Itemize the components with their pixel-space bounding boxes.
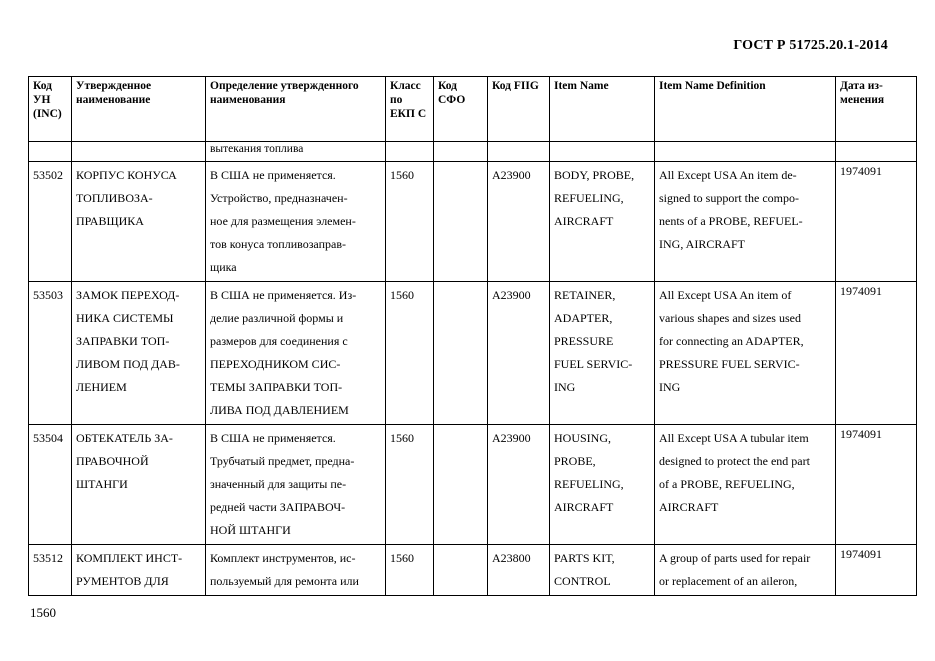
cell-definition bbox=[206, 425, 386, 545]
cell-approved-name bbox=[72, 282, 206, 425]
cell-item-name-line: PARTS KIT, bbox=[554, 551, 615, 565]
cell-fiig: A23900 bbox=[488, 162, 550, 282]
cell-item-name bbox=[550, 162, 655, 282]
cell-fiig: A23900 bbox=[488, 282, 550, 425]
col-header-fiig: Код FIIG bbox=[488, 77, 550, 142]
cell-definition-line: делие различной формы и bbox=[210, 311, 344, 325]
cell-item-definition bbox=[655, 162, 836, 282]
cell-fiig: A23800 bbox=[488, 545, 550, 596]
cell-approved-name-line: РУМЕНТОВ ДЛЯ bbox=[76, 574, 169, 588]
col-header-change-date: Дата из-менения bbox=[836, 77, 917, 142]
cell-definition bbox=[206, 545, 386, 596]
cell-inc-code: 53503 bbox=[29, 282, 72, 425]
cell-item-name bbox=[550, 282, 655, 425]
cell-sfo bbox=[434, 282, 488, 425]
cell-item-name-line: FUEL SERVIC- bbox=[554, 357, 633, 371]
cell-item-definition-line: A group of parts used for repair bbox=[659, 551, 811, 565]
cell-item-definition-line: AIRCRAFT bbox=[659, 500, 719, 514]
table-row bbox=[29, 162, 917, 282]
cell-item-name-line: PRESSURE bbox=[554, 334, 614, 348]
cell-item-definition-line: signed to support the compo- bbox=[659, 191, 799, 205]
cell-item-definition-line: nents of a PROBE, REFUEL- bbox=[659, 214, 803, 228]
cell-item-name-line: ING bbox=[554, 380, 576, 394]
cell-inc-code: 53504 bbox=[29, 425, 72, 545]
cell-item-name-line: HOUSING, bbox=[554, 431, 611, 445]
cell-item-name bbox=[550, 545, 655, 596]
cell-definition-line: НОЙ ШТАНГИ bbox=[210, 523, 291, 537]
cell-sfo bbox=[434, 162, 488, 282]
cell-item-name-line: PROBE, bbox=[554, 454, 596, 468]
table-header-row bbox=[29, 77, 917, 142]
cell-item-definition-line: or replacement of an aileron, bbox=[659, 574, 798, 588]
cell-class: 1560 bbox=[386, 282, 434, 425]
cell-item-name-line: ADAPTER, bbox=[554, 311, 613, 325]
cell-inc-code: 53512 bbox=[29, 545, 72, 596]
cell-item-name-line: RETAINER, bbox=[554, 288, 616, 302]
cell-definition-line: В США не применяется. bbox=[210, 431, 336, 445]
cell-class: 1560 bbox=[386, 162, 434, 282]
cell-sfo bbox=[434, 545, 488, 596]
cell-definition-line: ЛИВА ПОД ДАВЛЕНИЕМ bbox=[210, 403, 349, 417]
cell-approved-name-line: НИКА СИСТЕМЫ bbox=[76, 311, 174, 325]
table-row bbox=[29, 425, 917, 545]
cell-class: 1560 bbox=[386, 425, 434, 545]
cell-approved-name-line: ЗАМОК ПЕРЕХОД- bbox=[76, 288, 180, 302]
cell-definition-line: ПЕРЕХОДНИКОМ СИС- bbox=[210, 357, 341, 371]
cell-item-name-line: AIRCRAFT bbox=[554, 500, 614, 514]
cell-item-definition-line: various shapes and sizes used bbox=[659, 311, 801, 325]
cell-approved-name-line: ЛИВОМ ПОД ДАВ- bbox=[76, 357, 180, 371]
cell-approved-name-line: ПРАВОЧНОЙ bbox=[76, 454, 149, 468]
cell-approved-name bbox=[72, 545, 206, 596]
cell-definition-line: тов конуса топливозаправ- bbox=[210, 237, 347, 251]
cell-definition-line: значенный для защиты пе- bbox=[210, 477, 347, 491]
col-header-approved-name: Утвержденное наименование bbox=[72, 77, 206, 142]
cell-definition bbox=[206, 162, 386, 282]
col-header-class: Класс по ЕКП С bbox=[386, 77, 434, 142]
cell-approved-name-line: ТОПЛИВОЗА- bbox=[76, 191, 153, 205]
cell-definition-line: Трубчатый предмет, предна- bbox=[210, 454, 355, 468]
cell-item-name-line: REFUELING, bbox=[554, 191, 624, 205]
col-header-item-name-definition: Item Name Definition bbox=[655, 77, 836, 142]
cell-sfo bbox=[434, 425, 488, 545]
cell-item-name bbox=[550, 425, 655, 545]
cell-approved-name-line: ПРАВЩИКА bbox=[76, 214, 144, 228]
cell-approved-name-line: КОРПУС КОНУСА bbox=[76, 168, 177, 182]
table-row bbox=[29, 282, 917, 425]
cell-definition-line: В США не применяется. bbox=[210, 168, 336, 182]
cell-definition-line: Комплект инструментов, ис- bbox=[210, 551, 356, 565]
col-header-item-name: Item Name bbox=[550, 77, 655, 142]
cell-item-name-line: REFUELING, bbox=[554, 477, 624, 491]
cell-change-date: 1974091 bbox=[836, 282, 917, 425]
cell-definition-line: ное для размещения элемен- bbox=[210, 214, 356, 228]
cell-approved-name-line: ЛЕНИЕМ bbox=[76, 380, 127, 394]
cell-item-definition bbox=[655, 545, 836, 596]
cell-item-definition-line: All Except USA An item de- bbox=[659, 168, 797, 182]
catalog-table bbox=[28, 76, 917, 596]
cell-definition-line: щика bbox=[210, 260, 237, 274]
cell-definition bbox=[206, 282, 386, 425]
cell-item-definition-line: of a PROBE, REFUELING, bbox=[659, 477, 795, 491]
cell-item-definition-line: for connecting an ADAPTER, bbox=[659, 334, 804, 348]
cell-definition-line: размеров для соединения с bbox=[210, 334, 348, 348]
col-header-definition: Определение утвержденного наименования bbox=[206, 77, 386, 142]
continuation-row bbox=[29, 142, 917, 162]
col-header-sfo: Код СФО bbox=[434, 77, 488, 142]
cell-approved-name-line: КОМПЛЕКТ ИНСТ- bbox=[76, 551, 183, 565]
continuation-text: вытекания топлива bbox=[206, 142, 386, 162]
cell-approved-name bbox=[72, 425, 206, 545]
cell-inc-code: 53502 bbox=[29, 162, 72, 282]
cell-item-name-line: BODY, PROBE, bbox=[554, 168, 635, 182]
cell-item-name-line: CONTROL bbox=[554, 574, 611, 588]
cell-definition-line: В США не применяется. Из- bbox=[210, 288, 357, 302]
cell-item-definition-line: designed to protect the end part bbox=[659, 454, 810, 468]
cell-item-definition-line: PRESSURE FUEL SERVIC- bbox=[659, 357, 800, 371]
cell-change-date: 1974091 bbox=[836, 425, 917, 545]
document-code: ГОСТ Р 51725.20.1-2014 bbox=[733, 38, 888, 53]
page-number: 1560 bbox=[30, 605, 56, 620]
cell-approved-name-line: ОБТЕКАТЕЛЬ ЗА- bbox=[76, 431, 173, 445]
cell-definition-line: пользуемый для ремонта или bbox=[210, 574, 359, 588]
cell-item-name-line: AIRCRAFT bbox=[554, 214, 614, 228]
cell-fiig: A23900 bbox=[488, 425, 550, 545]
cell-item-definition bbox=[655, 425, 836, 545]
cell-definition-line: редней части ЗАПРАВОЧ- bbox=[210, 500, 346, 514]
cell-approved-name-line: ЗАПРАВКИ ТОП- bbox=[76, 334, 170, 348]
cell-item-definition bbox=[655, 282, 836, 425]
cell-item-definition-line: All Except USA An item of bbox=[659, 288, 792, 302]
cell-approved-name-line: ШТАНГИ bbox=[76, 477, 128, 491]
cell-item-definition-line: All Except USA A tubular item bbox=[659, 431, 809, 445]
cell-item-definition-line: ING bbox=[659, 380, 681, 394]
cell-item-definition-line: ING, AIRCRAFT bbox=[659, 237, 746, 251]
cell-class: 1560 bbox=[386, 545, 434, 596]
cell-approved-name bbox=[72, 162, 206, 282]
cell-definition-line: Устройство, предназначен- bbox=[210, 191, 348, 205]
cell-definition-line: ТЕМЫ ЗАПРАВКИ ТОП- bbox=[210, 380, 343, 394]
col-header-inc: Код УН (INC) bbox=[29, 77, 72, 142]
cell-change-date: 1974091 bbox=[836, 162, 917, 282]
table-row bbox=[29, 545, 917, 596]
cell-change-date: 1974091 bbox=[836, 545, 917, 596]
